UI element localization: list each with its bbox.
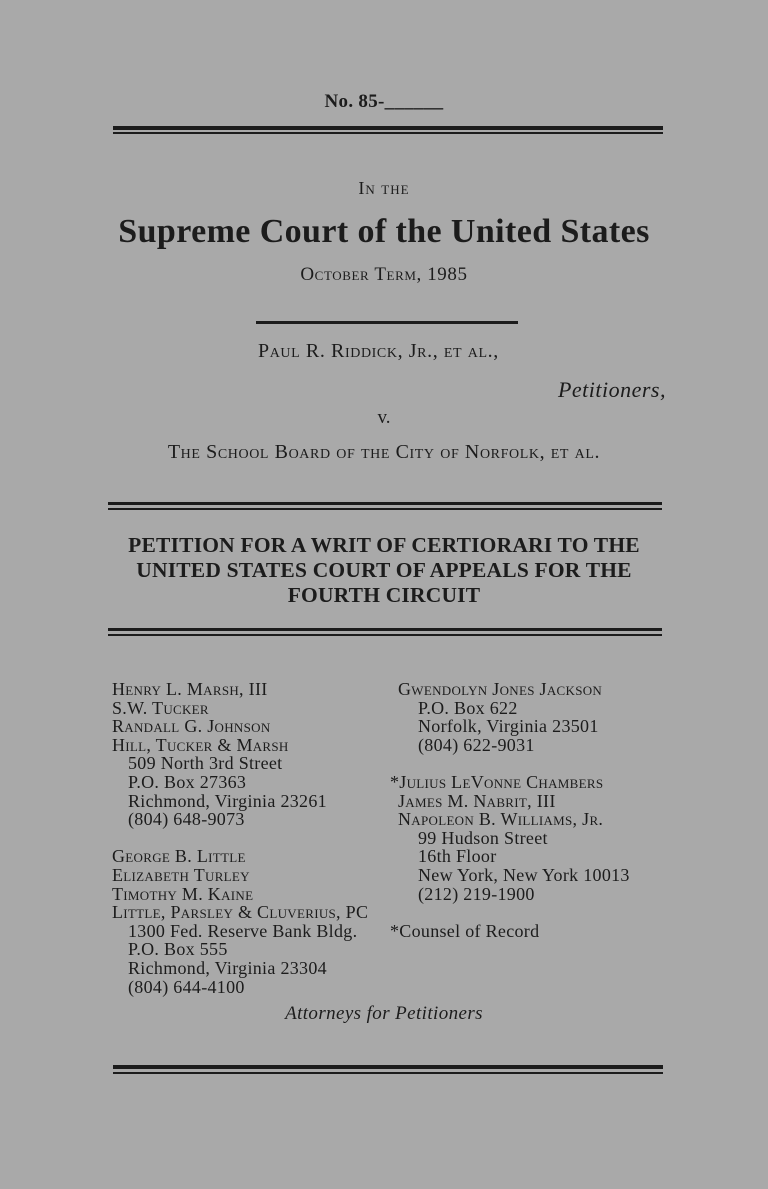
- attorneys-for-label: Attorneys for Petitioners: [285, 1003, 483, 1024]
- title-rule-bottom-2: [108, 634, 662, 636]
- address-line: P.O. Box 622: [418, 697, 518, 718]
- bottom-rule-thin: [113, 1072, 663, 1074]
- counsel-name: Henry L. Marsh, III: [112, 679, 268, 699]
- court-name: Supreme Court of the United States: [118, 213, 650, 250]
- address-line: 509 North 3rd Street: [128, 753, 283, 774]
- phone-number: (212) 219-1900: [418, 883, 535, 904]
- address-line: 1300 Fed. Reserve Bank Bldg.: [128, 920, 358, 941]
- address-line: 16th Floor: [418, 846, 497, 867]
- petitioner-text: Paul R. Riddick, Jr., et al.,: [258, 340, 499, 362]
- address-line: New York, New York 10013: [418, 864, 630, 885]
- phone-number: (804) 644-4100: [128, 976, 245, 997]
- counsel-right-column: [390, 679, 630, 941]
- docket-number: No. 85-______: [324, 91, 444, 112]
- petitioner-name: [258, 340, 499, 363]
- counsel-name: Gwendolyn Jones Jackson: [398, 679, 603, 699]
- counsel-of-record-note: *Counsel of Record: [390, 920, 540, 941]
- caption-rule: [256, 321, 518, 324]
- phone-number: (804) 648-9073: [128, 809, 245, 830]
- address-line: P.O. Box 27363: [128, 771, 247, 792]
- address-line: 99 Hudson Street: [418, 827, 548, 848]
- spacer: [112, 829, 368, 848]
- versus-label: v.: [377, 407, 391, 428]
- top-rule-thin: [113, 132, 663, 134]
- spacer: [398, 903, 630, 922]
- court-term: October Term, 1985: [300, 264, 468, 285]
- law-firm-name: Little, Parsley & Cluverius, PC: [112, 902, 369, 923]
- phone-number: (804) 622-9031: [418, 734, 535, 755]
- counsel-name: Napoleon B. Williams, Jr.: [398, 809, 604, 830]
- top-rule-thick: [113, 126, 663, 130]
- title-rule-top-1: [108, 502, 662, 505]
- counsel-name: Timothy M. Kaine: [112, 883, 254, 904]
- counsel-name: Randall G. Johnson: [112, 716, 271, 737]
- counsel-name: Elizabeth Turley: [112, 864, 250, 885]
- petitioners-label: Petitioners,: [557, 377, 666, 402]
- law-firm-name: Hill, Tucker & Marsh: [112, 734, 289, 755]
- counsel-name: George B. Little: [112, 846, 246, 867]
- spacer: [398, 754, 630, 773]
- counsel-name: James M. Nabrit, III: [398, 790, 556, 811]
- address-line: P.O. Box 555: [128, 939, 228, 960]
- in-the-label: In the: [358, 178, 410, 198]
- respondent-name: The School Board of the City of Norfolk, et al.: [167, 441, 601, 463]
- bottom-rule-thick: [113, 1065, 663, 1069]
- counsel-left-column: [112, 680, 368, 996]
- address-line: Richmond, Virginia 23261: [128, 790, 327, 811]
- address-line: Richmond, Virginia 23304: [128, 957, 327, 978]
- title-rule-top-2: [108, 508, 662, 510]
- counsel-of-record-name: *Julius LeVonne Chambers: [390, 771, 604, 792]
- address-line: Norfolk, Virginia 23501: [418, 716, 599, 737]
- petition-title: PETITION FOR A WRIT OF CERTIORARI TO THE UNITED STATES COURT OF APPEALS FOR THE FOURTH CIRCUIT: [128, 533, 640, 607]
- title-rule-bottom-1: [108, 628, 662, 631]
- counsel-name: S.W. Tucker: [112, 697, 209, 718]
